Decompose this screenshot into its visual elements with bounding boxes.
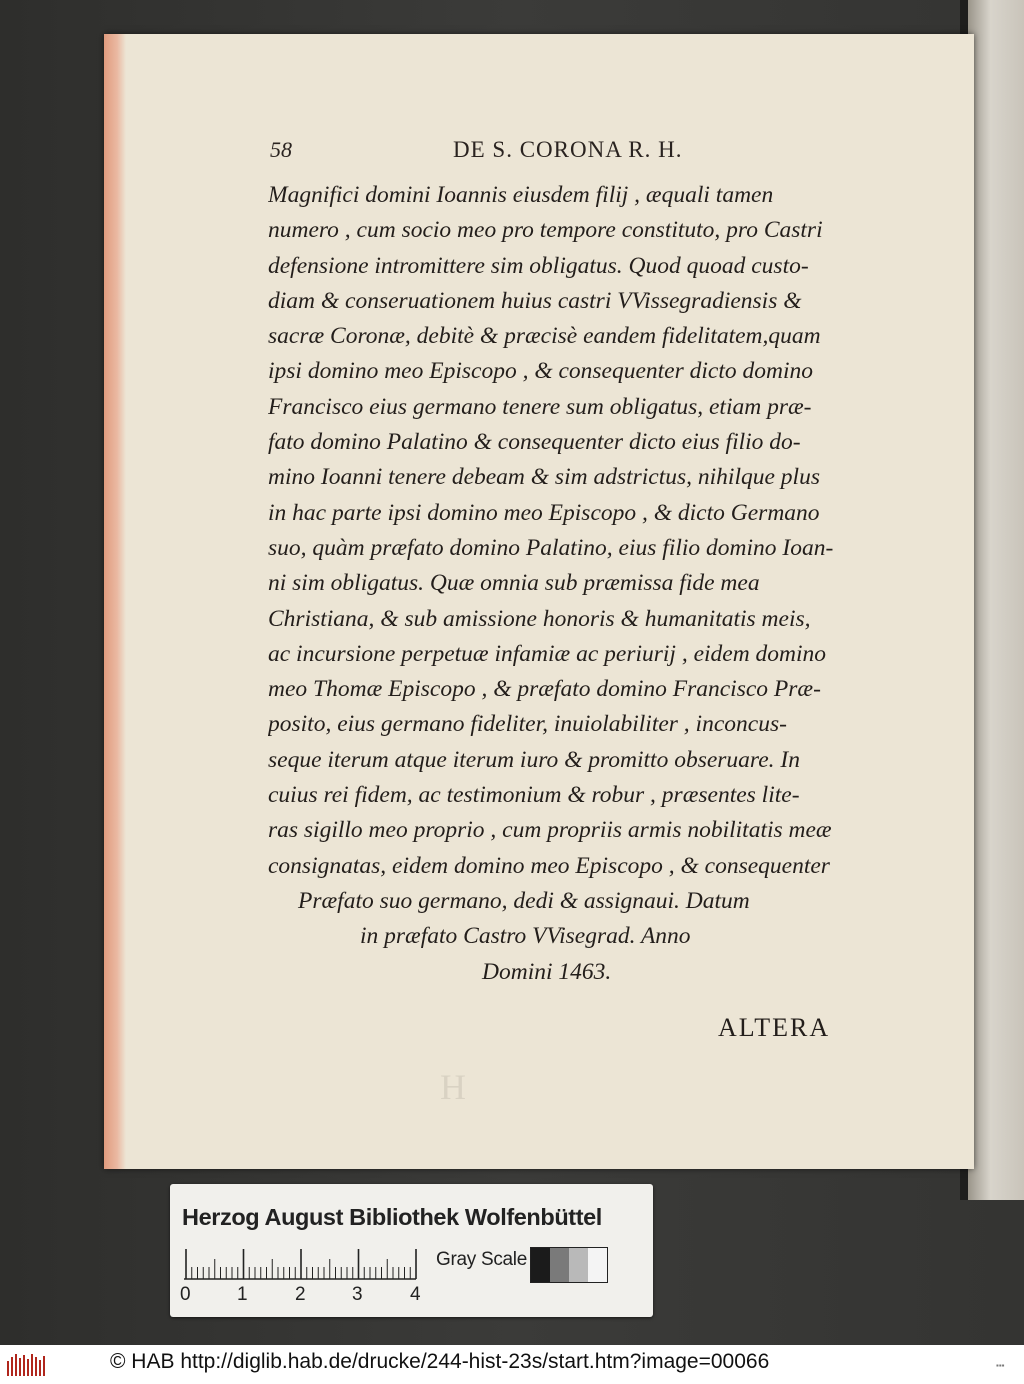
text-line: ac incursione perpetuæ infamiæ ac periurij , eidem domino: [268, 640, 827, 667]
text-line: cuius rei fidem, ac testimonium & robur , præsentes lite-: [268, 782, 800, 809]
facing-page-edge: [968, 0, 1024, 1200]
text-line: consignatas, eidem domino meo Episcopo , & consequenter: [268, 852, 830, 879]
text-line: Domini 1463.: [482, 958, 612, 985]
text-line: mino Ioanni tenere debeam & sim adstrictus, nihilque plus: [268, 464, 820, 491]
text-line: ras sigillo meo proprio , cum propriis armis nobilitatis meæ: [268, 817, 832, 844]
ruler-number: 4: [410, 1284, 421, 1305]
catchword: ALTERA: [718, 1013, 831, 1042]
signature-mark: H: [440, 1067, 466, 1107]
library-name: Herzog August Bibliothek Wolfenbüttel: [182, 1204, 602, 1230]
page-body: [268, 178, 878, 990]
text-line: Francisco eius germano tenere sum obligatus, etiam præ-: [268, 393, 812, 420]
viewer-icon[interactable]: ▪▪▪: [996, 1361, 1005, 1370]
text-line: in hac parte ipsi domino meo Episcopo , & dicto Germano: [268, 499, 820, 526]
ruler-number: 2: [295, 1284, 306, 1305]
text-line: diam & conseruationem huius castri VVissegradiensis &: [268, 287, 802, 314]
page-red-edge: [104, 34, 126, 1169]
ruler-number: 3: [352, 1284, 363, 1305]
gray-scale-swatches: [530, 1247, 608, 1283]
ruler-number: 1: [237, 1284, 248, 1305]
gray-swatch: [531, 1248, 550, 1282]
ruler-ticks: [184, 1248, 430, 1280]
text-line: in præfato Castro VVisegrad. Anno: [360, 923, 691, 950]
text-line: Christiana, & sub amissione honoris & humanitatis meis,: [268, 605, 811, 632]
viewer-footer: [0, 1345, 1024, 1384]
text-line: ipsi domino meo Episcopo , & consequenter dicto domino: [268, 358, 813, 385]
gray-swatch: [588, 1248, 607, 1282]
text-line: defensione intromittere sim obligatus. Quod quoad custo-: [268, 252, 809, 279]
running-head-title: DE S. CORONA R. H.: [453, 137, 683, 162]
gray-scale-label: Gray Scale: [436, 1249, 527, 1270]
text-line: posito, eius germano fideliter, inuiolabiliter , inconcus-: [268, 711, 787, 738]
text-line: ni sim obligatus. Quæ omnia sub præmissa fide mea: [268, 570, 760, 597]
gray-swatch: [569, 1248, 588, 1282]
hab-logo-icon[interactable]: [6, 1353, 48, 1377]
text-line: fato domino Palatino & consequenter dicto eius filio do-: [268, 429, 801, 456]
text-line: numero , cum socio meo pro tempore constituto, pro Castri: [268, 217, 823, 244]
text-line: meo Thomæ Episcopo , & præfato domino Francisco Præ-: [268, 676, 821, 703]
text-line: sacræ Coronæ, debitè & præcisè eandem fidelitatem,quam: [268, 323, 821, 350]
color-scale-card: [170, 1184, 653, 1317]
gray-swatch: [550, 1248, 569, 1282]
text-line: seque iterum atque iterum iuro & promitto obseruare. In: [268, 746, 800, 773]
ruler: [184, 1248, 430, 1278]
ruler-number: 0: [180, 1284, 191, 1305]
text-line: Magnifici domini Ioannis eiusdem filij , æquali tamen: [268, 182, 774, 208]
page-number: 58: [270, 137, 292, 162]
copyright-url[interactable]: © HAB http://diglib.hab.de/drucke/244-hist-23s/start.htm?image=00066: [110, 1350, 770, 1373]
text-line: Præfato suo germano, dedi & assignaui. Datum: [298, 887, 750, 914]
text-line: suo, quàm præfato domino Palatino, eius filio domino Ioan-: [268, 534, 834, 561]
running-header: [270, 137, 870, 167]
